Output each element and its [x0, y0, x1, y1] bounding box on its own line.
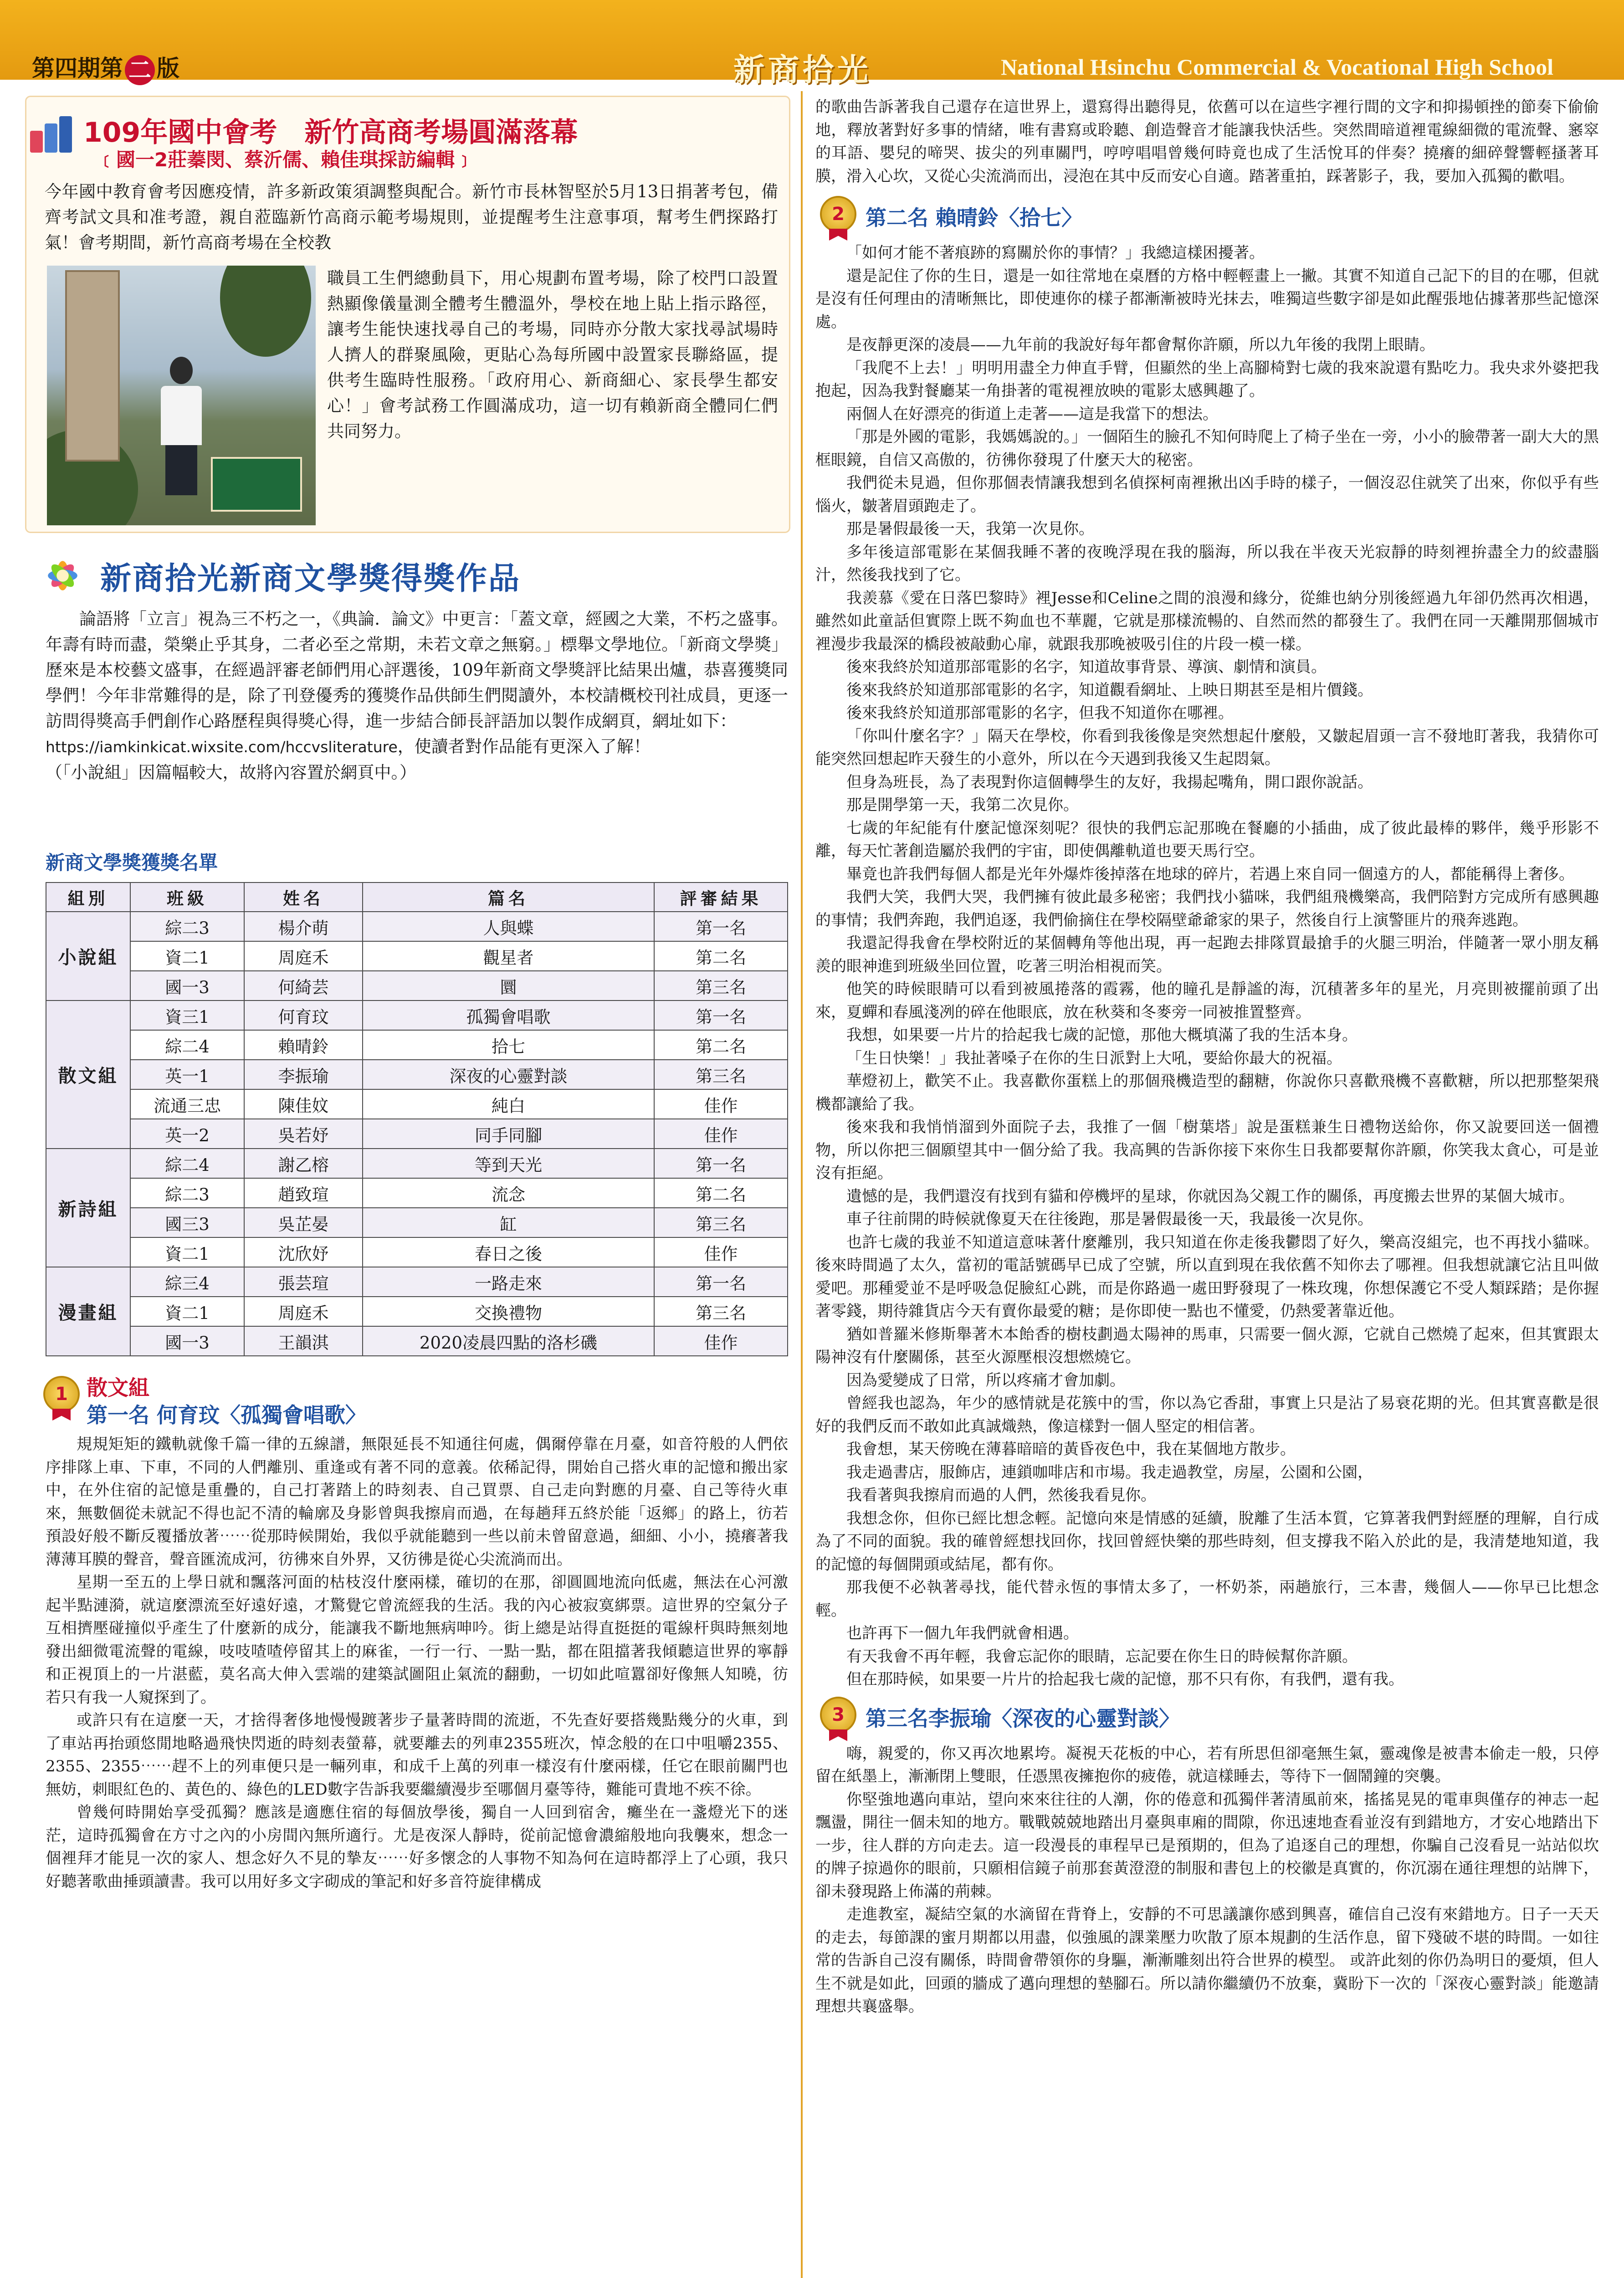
essay-first-prize [25, 1371, 790, 2278]
name-cell: 周庭禾 [244, 941, 363, 971]
table-row [46, 1060, 788, 1089]
flower-icon [41, 554, 84, 597]
paragraph: 那是暑假最後一天，我第一次見你。 [846, 520, 1094, 538]
title-cell: 缸 [363, 1208, 654, 1237]
table-row [46, 1030, 788, 1060]
title-cell: 一路走來 [363, 1267, 654, 1297]
issue-number-badge: 二 [125, 55, 155, 85]
paragraph: 嗨，親愛的，你又再次地累垮。凝視天花板的中心，若有所思但卻毫無生氣，靈魂像是被書本偷走一般，只停留在紙墨上，漸漸閉上雙眼，任憑黑夜擁抱你的疲倦，就這樣睡去，等待下一個鬧鐘的突襲。 [815, 1744, 1599, 1785]
paragraph: 走進教室，凝結空氣的水滴留在背脊上，安靜的不可思議讓你感到興喜，確信自己沒有來錯地方。日子一天天的走去，每節課的蜜月期都以用盡，似強風的課業壓力吹散了原本規劃的生活作息，留下殘破不堪的時間。一如往常的告訴自己沒有關係，時間會帶領你的身驅，漸漸雕刻出符合世界的模型。 或許此刻的你仍為明日的憂煩，但人生不就是如此，回頭的牆成了邁向理想的墊腳石。所以請你繼續仍不放棄，冀盼下一次的「深夜心靈對談」能邀請理想共襄盛舉。 [815, 1905, 1599, 2016]
essay-third-text [815, 1742, 1599, 2018]
class-cell: 國三3 [130, 1208, 244, 1237]
class-cell: 資三1 [130, 1000, 244, 1030]
paragraph: 「我爬不上去！」明明用盡全力伸直手臂，但顯然的坐上高腳椅對七歲的我來說還有點吃力。我央求外婆把我抱起，因為我對餐廳某一角掛著的電視裡放映的電影太感興趣了。 [815, 359, 1599, 400]
essay-second-text [815, 241, 1599, 1691]
exam-body: 職員工生們總動員下，用心規劃布置考場，除了校門口設置熱顯像儀量測全體考生體溫外，學校在地上貼上指示路徑，讓考生能快速找尋自己的考場，同時亦分散大家找尋試場時人擠人的群聚風險，更貼心為每所國中設置家長聯絡區，提供考生臨時性服務。「政府用心、新商細心、家長學生都安心！」會考試務工作圓滿成功，這一切有賴新商全體同仁們共同努力。 [327, 268, 778, 441]
paragraph: 規規矩矩的鐵軌就像千篇一律的五線譜，無限延長不知通往何處，偶爾停靠在月臺，如音符般的人們依序排隊上車、下車，不同的人們離別、重逢或有著不同的意義。依稀記得，開始自己搭火車的記憶和搬出家中，在外住宿的記憶是重疊的，自己打著踏上的時刻表、自己買票、自己走向對應的月臺、自己等待火車來，無數個從未就記不得也記不清的輪廓及身影曾與我擦肩而過，在每趟拜五終於能「返鄉」的路上，彷若預設好般不斷反覆播放著⋯⋯從那時候開始，我似乎就能聽到一些以前未曾留意過，細細、小小，撓癢著我薄薄耳膜的聲音，聲音匯流成河，彷彿來自外界，又彷彿是從心尖流淌而出。 [46, 1435, 788, 1569]
paragraph: 「如何才能不著痕跡的寫關於你的事情？」我總這樣困擾著。 [846, 244, 1265, 262]
class-cell: 綜二3 [130, 1178, 244, 1208]
title-cell: 交換禮物 [363, 1297, 654, 1326]
class-cell: 國一3 [130, 1326, 244, 1356]
issue-label: 第四期第 二 版 [32, 50, 179, 85]
award-table-title: 新商文學獎獲獎名單 [46, 852, 218, 874]
class-cell: 英一2 [130, 1119, 244, 1149]
title-cell: 觀星者 [363, 941, 654, 971]
title-cell: 同手同腳 [363, 1119, 654, 1149]
table-row [46, 1267, 788, 1297]
exam-headline: 109年國中會考 新竹高商考場圓滿落幕 [83, 117, 578, 149]
table-row [46, 1237, 788, 1267]
group-cell: 新詩組 [46, 1149, 130, 1267]
result-cell: 第一名 [654, 912, 788, 941]
name-cell: 吳芷晏 [244, 1208, 363, 1237]
result-cell: 佳作 [654, 1326, 788, 1356]
table-row [46, 1089, 788, 1119]
medal-2-icon: 2 [820, 196, 856, 239]
paragraph: 後來我終於知道那部電影的名字，但我不知道你在哪裡。 [846, 704, 1234, 722]
result-cell: 第三名 [654, 1208, 788, 1237]
exam-byline: ﹝國一2莊蓁閔、蔡沂儒、賴佳琪採訪編輯﹞ [97, 149, 474, 171]
paragraph: 有天我會不再年輕，我會忘記你的眼睛，忘記要在你生日的時候幫你許願。 [846, 1647, 1358, 1666]
name-cell: 何育玟 [244, 1000, 363, 1030]
name-cell: 王韻淇 [244, 1326, 363, 1356]
paragraph: 是夜靜更深的凌晨——九年前的我說好每年都會幫你許願，所以九年後的我閉上眼睛。 [846, 336, 1435, 354]
title-cell: 人與蝶 [363, 912, 654, 941]
paragraph: 星期一至五的上學日就和飄落河面的枯枝沒什麼兩樣，確切的在那，卻圓圓地流向低處，無法在心河激起半點漣漪，就這麼漂流至好遠好遠，才驚覺它曾流經我的生活。我的內心被寂寞綁票。這世界的空氣分子互相擠壓碰撞似乎產生了什麼新的成分，能讓我不斷地無病呻吟。街上總是站得直挺挺的電線杆與時無刻地發出細微電流聲的電線，吱吱喳喳停留其上的麻雀，一行一行、一點一點，都在阻擋著我傾聽這世界的寧靜和正視頂上的一片湛藍，莫名高大伸入雲端的建築試圖阻止氣流的翻動，一切如此喧囂卻好像無人知曉，彷若只有我一人窺探到了。 [46, 1573, 788, 1707]
class-cell: 流通三忠 [130, 1089, 244, 1119]
masthead-title: 新商拾光 [733, 52, 872, 88]
paragraph: 我走過書店，服飾店，連鎖咖啡店和市場。我走過教堂，房屋，公園和公園， [846, 1463, 1373, 1482]
header-bar [0, 0, 1624, 88]
name-cell: 楊介萌 [244, 912, 363, 941]
title-cell: 圜 [363, 971, 654, 1000]
essay-third-header [815, 1697, 1599, 1742]
name-cell: 吳若妤 [244, 1119, 363, 1149]
essay-third-title: 第三名李振瑜〈深夜的心靈對談〉 [866, 1706, 1180, 1731]
essay-second-header [815, 196, 1599, 241]
paragraph: 曾經我也認為，年少的感情就是花簇中的雪，你以為它香甜，事實上只是沾了易衰花期的光。但其實喜歡是很好的我們反而不敢如此真誠熾熱，像這樣對一個人堅定的相信著。 [815, 1394, 1599, 1436]
result-cell: 佳作 [654, 1089, 788, 1119]
paragraph: 遺憾的是，我們還沒有找到有貓和停機坪的星球，你就因為父親工作的關係，再度搬去世界的某個大城市。 [846, 1187, 1574, 1206]
paragraph: 也許再下一個九年我們就會相遇。 [846, 1624, 1079, 1642]
table-row [46, 1000, 788, 1030]
result-cell: 第一名 [654, 1149, 788, 1178]
paragraph: 我羨慕《愛在日落巴黎時》裡Jesse和Celine之間的浪漫和緣分，從維也納分別後經過九年卻仍然再次相遇，雖然如此童話但實際上既不夠血也不華麗，它就是那樣流暢的、自然而然的都發生了。我們在同一天離開那個城市裡漫步我最深的橋段被敲動心扉，就跟我那晚被吸引住的片段一模一樣。 [815, 589, 1599, 653]
table-row [46, 1208, 788, 1237]
paragraph: 「那是外國的電影，我媽媽說的。」一個陌生的臉孔不知何時爬上了椅子坐在一旁，小小的臉帶著一副大大的黑框眼鏡，自信又高傲的，彷彿你發現了什麼天大的秘密。 [815, 428, 1599, 469]
paragraph: 我還記得我會在學校附近的某個轉角等他出現，再一起跑去排隊買最搶手的火腿三明治，伴隨著一眾小朋友稱羨的眼神進到班級坐回位置，吃著三明治相視而笑。 [815, 934, 1599, 975]
group-cell: 散文組 [46, 1000, 130, 1149]
result-cell: 第三名 [654, 971, 788, 1000]
name-cell: 李振瑜 [244, 1060, 363, 1089]
paragraph: 畢竟也許我們每個人都是光年外爆炸後掉落在地球的碎片，若遇上來自同一個遠方的人，都能稱得上奢侈。 [846, 865, 1574, 883]
table-row [46, 941, 788, 971]
paragraph: 你堅強地邁向車站，望向來來往往的人潮，你的倦意和孤獨伴著清風前來，搖搖晃晃的電車與僅存的神志一起飄盪，開往一個未知的地方。戰戰兢兢地踏出月臺與車廂的間隙，你迅速地查看並沒有到錯地方，才安心地踏出下一步，往人群的方向走去。這一段漫長的車程早已是預期的，但為了追逐自己的理想，你騙自己沒看見一站站似坎的牌子掠過你的眼前，只願相信鏡子前那套黃澄澄的制服和書包上的校徽是真實的，你沉溺在通往理想的站牌下，卻未發現路上佈滿的荊棘。 [815, 1790, 1599, 1901]
essay-first-text [46, 1433, 788, 1893]
paragraph: 猶如普羅米修斯舉著木本飴香的樹枝劃過太陽神的馬車，只需要一個火源，它就自己燃燒了起來，但其實跟太陽神沒有什麼關係，甚至火源壓根沒想燃燒它。 [815, 1325, 1599, 1366]
essay-second-title: 第二名 賴晴鈴〈拾七〉 [866, 205, 1083, 230]
paragraph: 後來我和我悄悄溜到外面院子去，我推了一個「樹葉塔」說是蛋糕兼生日禮物送給你，你又說要回送一個禮物，所以你把三個願望其中一個分給了我。我高興的告訴你接下來你生日我都要幫你許願，你笑我太貪心，可是並沒有拒絕。 [815, 1118, 1599, 1182]
essay-first-title: 第一名 何育玟〈孤獨會唱歌〉 [87, 1403, 367, 1427]
title-cell: 孤獨會唱歌 [363, 1000, 654, 1030]
result-cell: 第二名 [654, 1178, 788, 1208]
paragraph: 或許只有在這麼一天，才捨得奢侈地慢慢踱著步子量著時間的流逝，不先查好要搭幾點幾分的火車，到了車站再抬頭悠閒地略過飛快閃逝的時刻表螢幕，就要離去的列車2355班次，悼念般的在口中咀嚼2355、2355、2355⋯⋯趕不上的列車便只是一輛列車，和成千上萬的列車一樣沒有什麼兩樣，任它在眼前關門也無妨，刺眼紅色的、黃色的、綠色的LED數字告訴我要繼續漫步至哪個月臺等待，難能可貴地不疾不徐。 [46, 1711, 788, 1799]
class-cell: 資二1 [130, 941, 244, 971]
table-row [46, 971, 788, 1000]
class-cell: 綜二3 [130, 912, 244, 941]
name-cell: 何綺芸 [244, 971, 363, 1000]
title-cell: 春日之後 [363, 1237, 654, 1267]
name-cell: 趙致瑄 [244, 1178, 363, 1208]
paragraph: 「生日快樂！」我扯著嗓子在你的生日派對上大吼，要給你最大的祝福。 [846, 1049, 1342, 1067]
result-cell: 第二名 [654, 1030, 788, 1060]
table-row [46, 1178, 788, 1208]
medal-3-icon: 3 [820, 1697, 856, 1740]
col-header-title: 篇名 [363, 882, 654, 912]
paragraph: 還是記住了你的生日，還是一如往常地在桌曆的方格中輕輕畫上一撇。其實不知道自己記下的目的在哪，但就是沒有任何理由的清晰無比，即使連你的樣子都漸漸被時光抹去，唯獨這些數字卻是如此醒張地佔據著那些記憶深處。 [815, 267, 1599, 331]
col-header-result: 評審結果 [654, 882, 788, 912]
class-cell: 資二1 [130, 1297, 244, 1326]
paragraph: 那是開學第一天，我第二次見你。 [846, 796, 1079, 814]
paragraph: 我們從未見過，但你那個表情讓我想到名偵探柯南裡揪出凶手時的樣子，一個沒忍住就笑了出來，你似乎有些惱火，皺著眉頭跑走了。 [815, 474, 1599, 515]
title-cell: 純白 [363, 1089, 654, 1119]
paragraph: 曾幾何時開始享受孤獨？應該是適應住宿的每個放學後，獨自一人回到宿舍，癱坐在一盞燈光下的迷茫，這時孤獨會在方寸之內的小房間內無所適行。尤是夜深人靜時，從前記憶會濃縮般地向我襲來，想念一個裡拜才能見一次的家人、想念好久不見的摯友⋯⋯好多懷念的人事物不知為何在這時都浮上了心頭，我只好聽著歌曲捶頭讀書。我可以用好多文字砌成的筆記和好多音符旋律構成 [46, 1803, 788, 1891]
name-cell: 陳佳妏 [244, 1089, 363, 1119]
paragraph: 華燈初上，歡笑不止。我喜歡你蛋糕上的那個飛機造型的翻糖，你說你只喜歡飛機不喜歡糖，所以把那整架飛機都讓給了我。 [815, 1072, 1599, 1113]
paragraph: 我們大笑，我們大哭，我們擁有彼此最多秘密；我們找小貓咪，我們組飛機樂高，我們陪對方完成所有感興趣的事情；我們奔跑，我們追逐，我們偷摘住在學校隔壁爺爺家的果子，然後自行上演警匪片的飛奔逃跑。 [815, 888, 1599, 929]
table-row [46, 1326, 788, 1356]
name-cell: 謝乙榕 [244, 1149, 363, 1178]
group-cell: 漫畫組 [46, 1267, 130, 1356]
title-cell: 等到天光 [363, 1149, 654, 1178]
paragraph: 七歲的年紀能有什麼記憶深刻呢？很快的我們忘記那晚在餐廳的小插曲，成了彼此最棒的夥伴，幾乎形影不離，每天忙著創造屬於我們的宇宙，即使偶離軌道也要天馬行空。 [815, 819, 1599, 860]
paragraph: 我想念你，但你已經比想念輕。記憶向來是情感的延續，脫離了生活本質，它算著我們對經歷的理解，自行成為了不同的面貌。我的確曾經想找回你，找回曾經快樂的那些時刻，但支撐我不陷入於此的是，我清楚地知道，我的記憶的每個開頭或結尾，都有你。 [815, 1509, 1599, 1574]
table-row [46, 1149, 788, 1178]
title-cell: 拾七 [363, 1030, 654, 1060]
name-cell: 張芸瑄 [244, 1267, 363, 1297]
literature-note: （「小說組」因篇幅較大，故將內容置於網頁中。） [46, 763, 416, 782]
award-table [46, 882, 788, 1356]
table-row [46, 1297, 788, 1326]
paragraph: 後來我終於知道那部電影的名字，知道觀看網址、上映日期甚至是相片價錢。 [846, 681, 1373, 699]
paragraph: 後來我終於知道那部電影的名字，知道故事背景、導演、劇情和演員。 [846, 658, 1327, 676]
result-cell: 第三名 [654, 1297, 788, 1326]
paragraph: 他笑的時候眼睛可以看到被風捲落的霞霧，他的瞳孔是靜謐的海，沉積著多年的星光，月亮則被擺前頭了出來，夏蟬和春風淺冽的碎在他眼底，放在秋葵和冬麥旁一同被推置整齊。 [815, 980, 1599, 1021]
essay-category: 散文組 [87, 1375, 149, 1400]
paragraph: 也許七歲的我並不知道這意味著什麼離別，我只知道在你走後我鬱悶了好久，樂高沒組完，也不再找小貓咪。後來時間過了太久，當初的電話號碼早已成了空號，所以直到現在我依舊不知你去了哪裡。但我想就讓它沾且叫做愛吧。那種愛並不是呼吸急促臉紅心跳，而是你路過一處田野發現了一株玫瑰，你想保護它不受人類踩踏；是你握著零錢，期待雜貨店今天有賣你最愛的糖；是你即使一點也不懂愛，仍熱愛著靠近他。 [815, 1233, 1599, 1320]
literature-intro: 論語將「立言」視為三不朽之一，《典論．論文》中更言：「蓋文章，經國之大業，不朽之盛事。年壽有時而盡，榮樂止乎其身，二者必至之常期，未若文章之無窮。」標舉文學地位。「新商文學獎」歷來是本校藝文盛事，在經過評審老師們用心評選後，109年新商文學獎評比結果出爐，恭喜獲獎同學們！今年非常難得的是，除了刊登優秀的獲獎作品供師生們閱讀外，本校請概校刊社成員，更逐一訪問得獎高手們創作心路歷程與得獎心得，進一步結合師長評語加以製作成網頁，網址如下： https://iamkinkicat.wixsite.com/hccvsliterature，使讀者對作品能有更深入了解！ （「小說組」因篇幅較大，故將內容置於網頁中。） [46, 606, 788, 785]
result-cell: 佳作 [654, 1237, 788, 1267]
paragraph: 我會想，某天傍晚在薄暮暗暗的黃昏夜色中，我在某個地方散步。 [846, 1440, 1296, 1458]
column-divider [801, 91, 803, 2278]
paragraph: 因為愛變成了日常，所以疼痛才會加劇。 [846, 1371, 1125, 1390]
literature-url-link[interactable]: https://iamkinkicat.wixsite.com/hccvsliterature [46, 738, 398, 756]
result-cell: 第一名 [654, 1000, 788, 1030]
class-cell: 綜二4 [130, 1149, 244, 1178]
name-cell: 周庭禾 [244, 1297, 363, 1326]
col-header-class: 班級 [130, 882, 244, 912]
group-cell: 小說組 [46, 912, 130, 1000]
result-cell: 第二名 [654, 941, 788, 971]
exam-article [25, 96, 790, 533]
left-column [25, 96, 790, 1891]
class-cell: 國一3 [130, 971, 244, 1000]
medal-1-icon: 1 [43, 1376, 80, 1419]
result-cell: 佳作 [654, 1119, 788, 1149]
result-cell: 第一名 [654, 1267, 788, 1297]
name-cell: 沈欣妤 [244, 1237, 363, 1267]
paragraph: 但身為班長，為了表現對你這個轉學生的友好，我揚起嘴角，開口跟你說話。 [846, 773, 1373, 791]
col-header-group: 組別 [46, 882, 130, 912]
paragraph: 那我便不必執著尋找，能代替永恆的事情太多了，一杯奶茶，兩趟旅行，三本書，幾個人——你早已比想念輕。 [815, 1578, 1599, 1620]
exam-intro: 今年國中教育會考因應疫情，許多新政策須調整與配合。新竹市長林智堅於5月13日捐著考包，備齊考試文具和准考證，親自蒞臨新竹高商示範考場規則，並提醒考生注意事項，幫考生們探路打氣！會考期間，新竹高商考場在全校教 [45, 182, 778, 252]
paragraph: 但在那時候，如果要一片片的拾起我七歲的記憶，那不只有你，有我們，還有我。 [846, 1670, 1404, 1688]
class-cell: 綜二4 [130, 1030, 244, 1060]
bar-chart-icon [30, 116, 80, 153]
name-cell: 賴晴鈴 [244, 1030, 363, 1060]
class-cell: 英一1 [130, 1060, 244, 1089]
table-row [46, 912, 788, 941]
exam-photo [47, 266, 316, 525]
school-name: National Hsinchu Commercial & Vocational High School [1000, 54, 1553, 80]
title-cell: 深夜的心靈對談 [363, 1060, 654, 1089]
paragraph: 「你叫什麼名字？」隔天在學校，你看到我後像是突然想起什麼般，又皺起眉頭一言不發地盯著我，我猜你可能突然回想起昨天發生的小意外，所以在今天遇到我後又生起悶氣。 [815, 727, 1599, 768]
essay-first-continued: 的歌曲告訴著我自己還存在這世界上，還寫得出聽得見，依舊可以在這些字裡行間的文字和抑揚頓挫的節奏下偷偷地，釋放著對好多事的情緒，唯有書寫或聆聽、創造聲音才能讓我快活些。突然間暗道裡電線細微的電流聲、窸窣的耳語、嬰兒的啼哭、拔尖的列車關門，哼哼唱唱曾幾何時竟也成了生活悅耳的伴奏？撓癢的細碎聲響輕搔著耳膜，滑入心坎，又從心尖流淌而出，浸泡在其中反而安心自適。踏著重拍，踩著影子，我，要加入孤獨的歡唱。 [815, 98, 1599, 185]
title-cell: 流念 [363, 1178, 654, 1208]
paragraph: 車子往前開的時候就像夏天在往後跑，那是暑假最後一天，我最後一次見你。 [846, 1210, 1373, 1228]
paragraph: 我想，如果要一片片的拾起我七歲的記憶，那他大概填滿了我的生活本身。 [846, 1026, 1358, 1044]
class-cell: 綜三4 [130, 1267, 244, 1297]
result-cell: 第三名 [654, 1060, 788, 1089]
literature-award-section [25, 545, 790, 1456]
paragraph: 多年後這部電影在某個我睡不著的夜晚浮現在我的腦海，所以我在半夜天光寂靜的時刻裡拚盡全力的絞盡腦汁，然後我找到了它。 [815, 543, 1599, 584]
class-cell: 資二1 [130, 1237, 244, 1267]
paragraph: 兩個人在好漂亮的街道上走著——這是我當下的想法。 [846, 405, 1218, 423]
title-cell: 2020凌晨四點的洛杉磯 [363, 1326, 654, 1356]
right-column [815, 96, 1599, 2018]
paragraph: 我看著與我擦肩而過的人們，然後我看見你。 [846, 1486, 1156, 1504]
table-row [46, 1119, 788, 1149]
col-header-name: 姓名 [244, 882, 363, 912]
literature-headline: 新商拾光新商文學獎得獎作品 [100, 561, 521, 597]
